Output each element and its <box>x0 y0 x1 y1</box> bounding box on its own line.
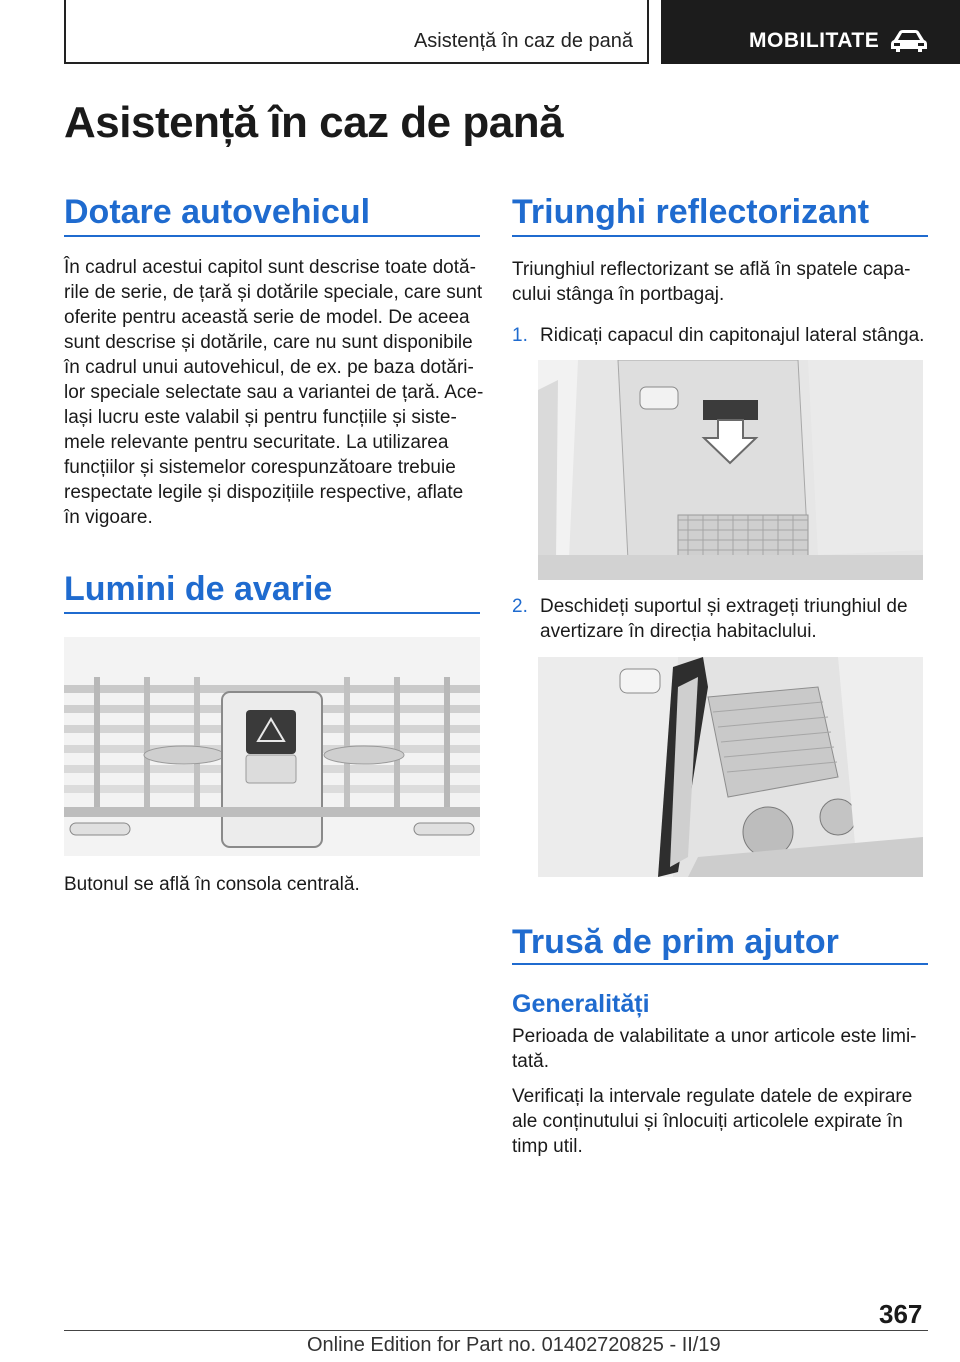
paragraph-triunghi <box>512 257 911 307</box>
paragraph-dotare <box>64 255 483 530</box>
text-line: În cadrul acestui capitol sunt descrise toate dotă- <box>64 257 476 278</box>
header-chapter-box <box>661 0 960 64</box>
text-line: Verificați la intervale regulate datele de expirare <box>512 1086 913 1107</box>
caption-lumini: Butonul se află în consola centrală. <box>64 874 360 895</box>
heading-lumini: Lumini de avarie <box>64 570 333 608</box>
step-text: Deschideți suportul și extrageți triunghiul de <box>540 596 908 617</box>
text-line: mele relevante pentru securitate. La utilizarea <box>64 432 449 453</box>
header-section-title: Asistență în caz de pană <box>413 30 633 52</box>
text-line: tată. <box>512 1051 549 1072</box>
paragraph-trusa-2 <box>512 1084 912 1159</box>
text-line: în cadrul unui autovehicul, de ex. pe baza dotări- <box>64 357 474 378</box>
heading-dotare: Dotare autovehicul <box>64 193 371 231</box>
text-line: sunt descrise și dotările, care nu sunt disponibile <box>64 332 473 353</box>
header-section-box <box>64 0 649 64</box>
subheading-generalitati: Generalități <box>512 990 650 1018</box>
heading-triunghi: Triunghi reflectorizant <box>512 193 870 231</box>
footer-rule <box>64 1330 928 1331</box>
text-line: respectate legile și dispozițiile respective, aflate <box>64 482 464 503</box>
text-line: rile de serie, de țară și dotările speciale, care sunt <box>64 282 483 303</box>
heading-trusa: Trusă de prim ajutor <box>512 923 839 961</box>
trunk-cover-illustration <box>538 360 923 580</box>
step-text: avertizare în direcția habitaclului. <box>540 621 817 642</box>
step-number: 2. <box>512 596 528 617</box>
heading-rule <box>512 235 928 237</box>
heading-rule <box>64 612 480 614</box>
text-line: cului stânga în portbagaj. <box>512 284 725 305</box>
text-line: în vigoare. <box>64 507 153 528</box>
footer-edition: Online Edition for Part no. 01402720825 - II/19 <box>307 1334 721 1356</box>
text-line: timp util. <box>512 1136 583 1157</box>
page-number: 367 <box>879 1299 923 1329</box>
page-title: Asistență în caz de pană <box>64 98 564 147</box>
car-icon <box>889 28 929 54</box>
text-line: Triunghiul reflectorizant se află în spatele capa- <box>512 259 911 280</box>
hazard-button-illustration <box>64 637 480 856</box>
heading-rule <box>512 963 928 965</box>
text-line: lor speciale selectate sau a variantei de țară. Ace- <box>64 382 484 403</box>
header-chapter-title: MOBILITATE <box>749 29 880 52</box>
text-line: Perioada de valabilitate a unor articole este limi- <box>512 1026 917 1047</box>
text-line: ale conținutului și înlocuiți articolele expirate în <box>512 1111 903 1132</box>
heading-rule <box>64 235 480 237</box>
text-line: lași lucru este valabil și pentru funcțiile și siste- <box>64 407 457 428</box>
text-line: funcțiilor și sistemelor corespunzătoare trebuie <box>64 457 456 478</box>
warning-triangle-holder-illustration <box>538 657 923 877</box>
text-line: oferite pentru această serie de model. De aceea <box>64 307 470 328</box>
paragraph-trusa-1 <box>512 1024 917 1074</box>
step-text: Ridicați capacul din capitonajul lateral stânga. <box>540 325 925 346</box>
step-number: 1. <box>512 325 528 346</box>
